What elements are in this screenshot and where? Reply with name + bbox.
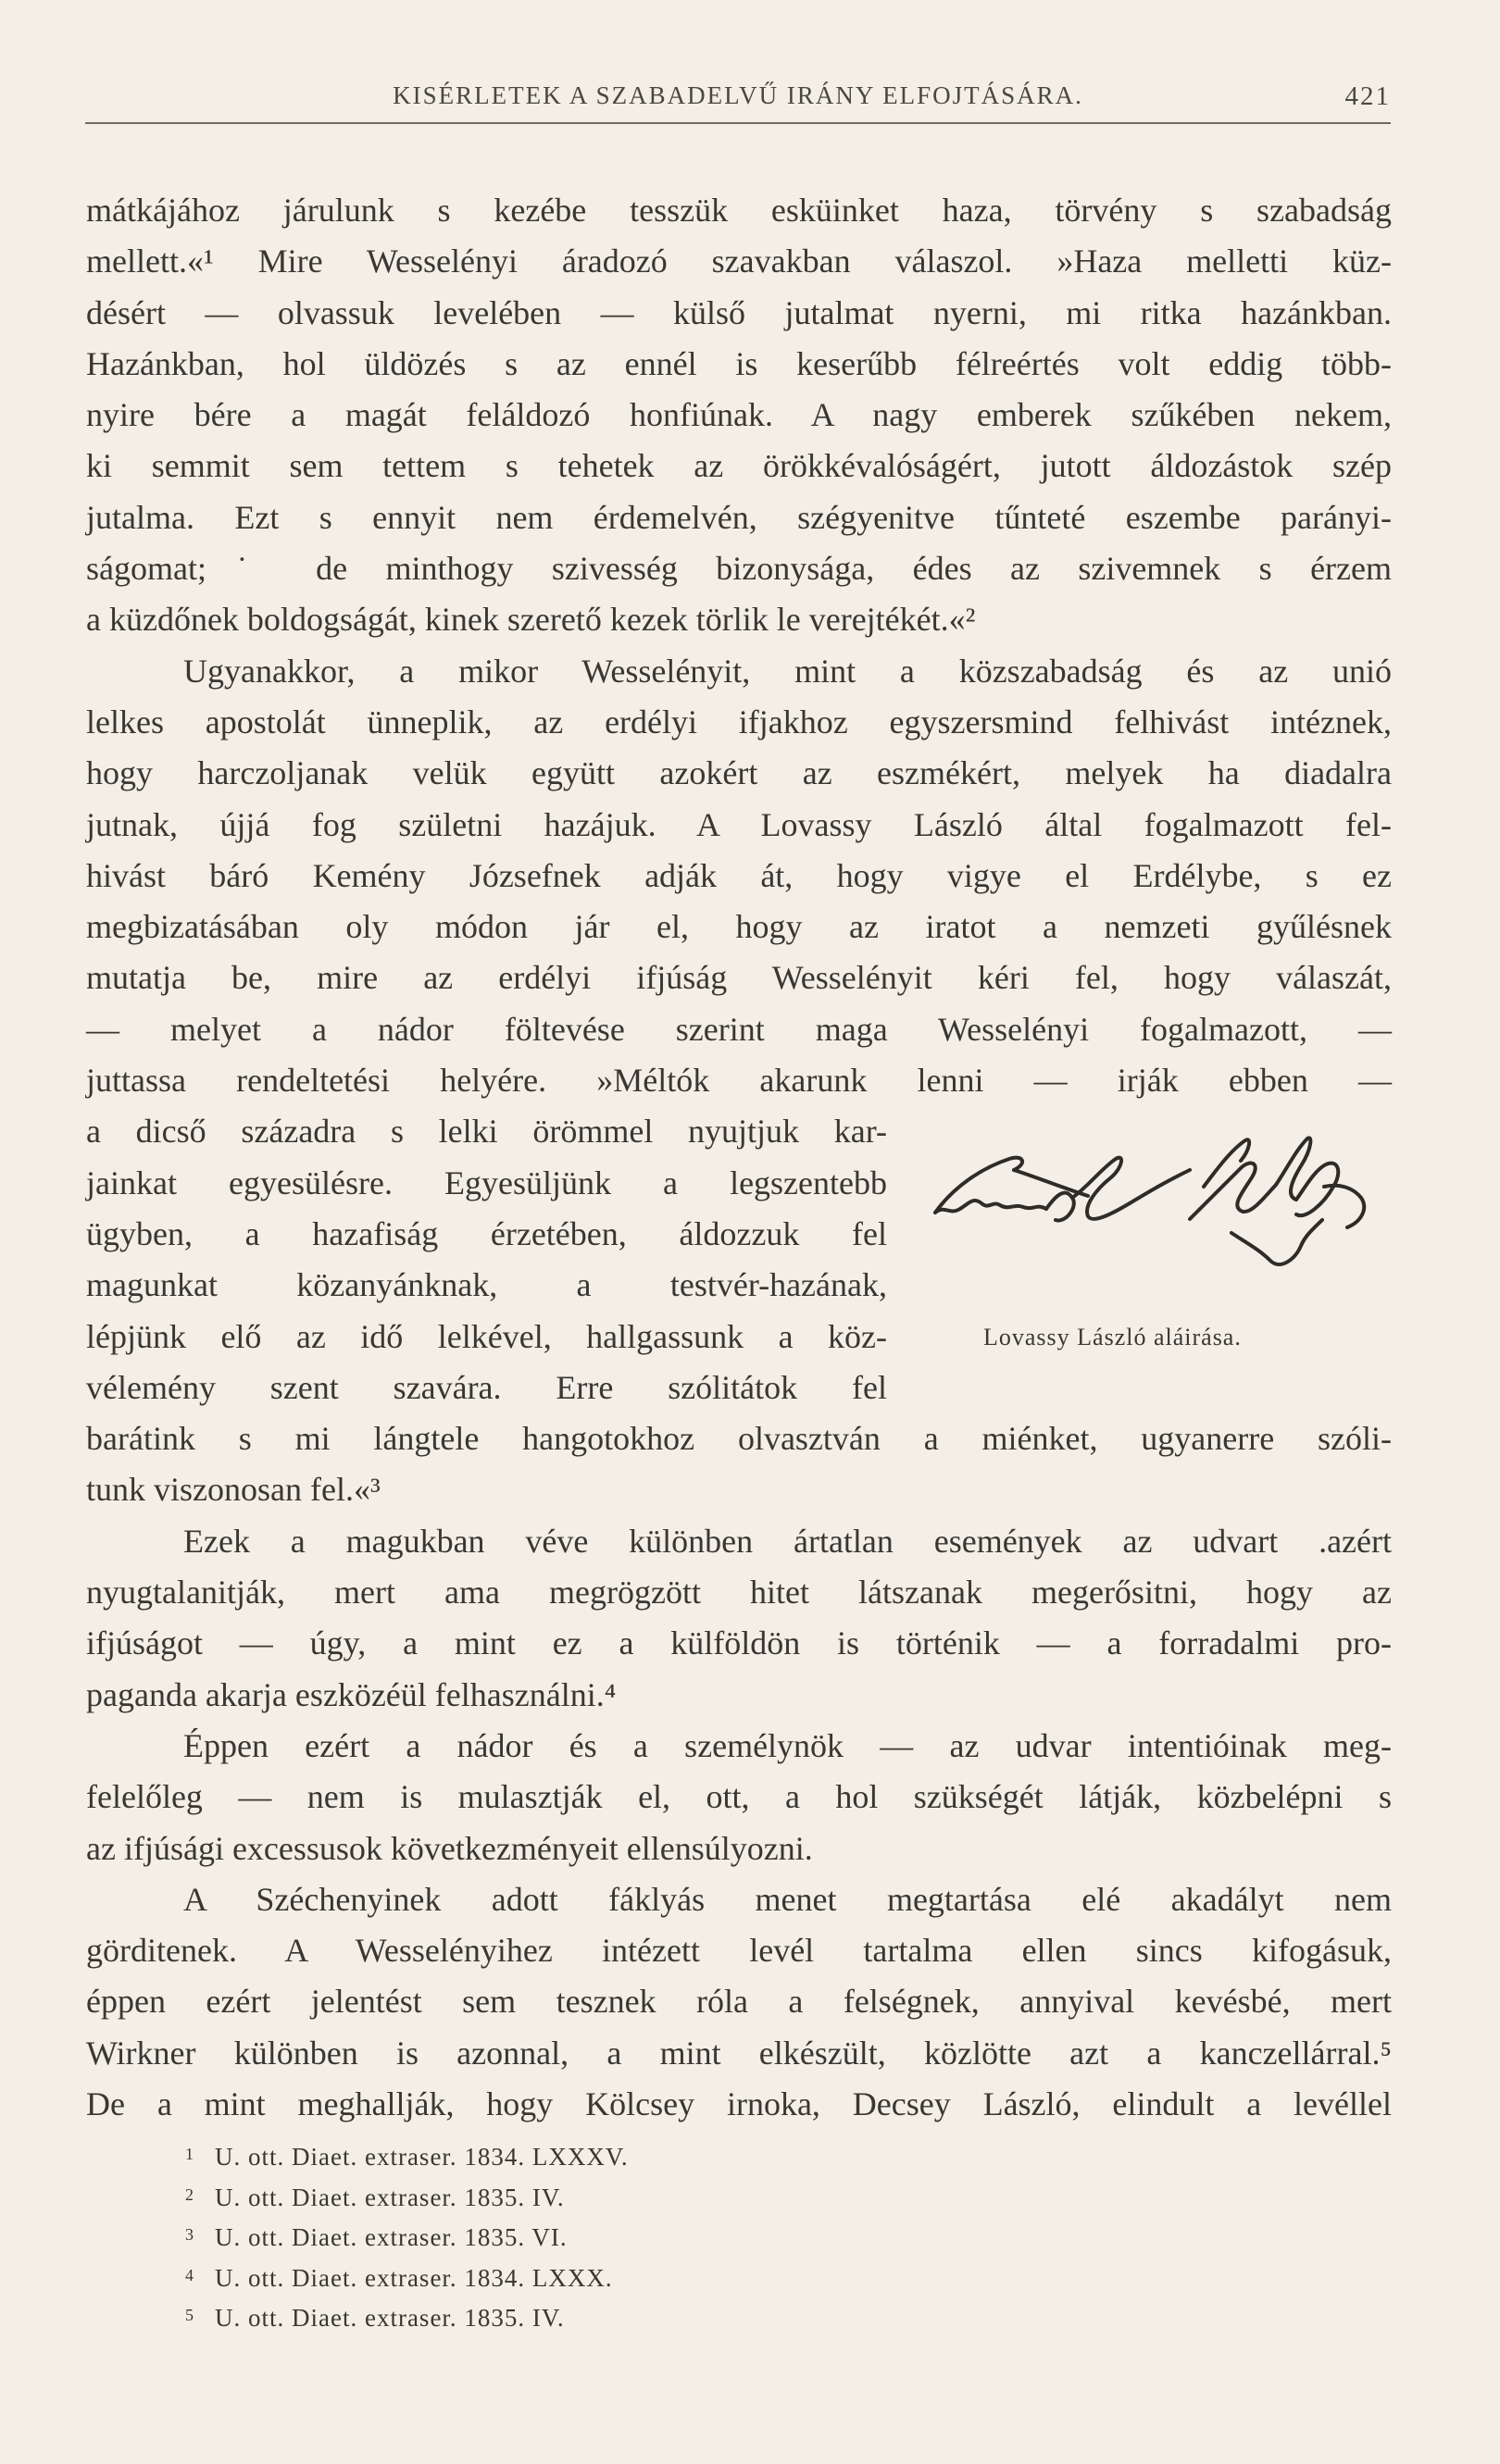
footnote — [185, 2296, 1019, 2336]
text-line: De a mint meghallják, hogy Kölcsey irnoka, Decsey László, elindult a levéllel — [86, 2084, 1392, 2122]
text-line: hivást báró Kemény Józsefnek adják át, hogy vigye el Erdélybe, s ez — [86, 856, 1392, 894]
text-line: Hazánkban, hol üldözés s az ennél is keserűbb félreértés volt eddig több- — [86, 344, 1392, 382]
footnote-text: U. ott. Diaet. extraser. 1834. LXXX. — [215, 2263, 613, 2292]
text-line: mellett.«¹ Mire Wesselényi áradozó szavakban válaszol. »Haza melletti küz- — [86, 243, 1392, 280]
running-title: KISÉRLETEK A SZABADELVŰ IRÁNY ELFOJTÁSÁRA. — [393, 81, 1083, 109]
text-line: nyire bére a magát feláldozó honfiúnak. A nagy emberek szűkében nekem, — [86, 396, 1392, 434]
text-line: mátkájához járulunk s kezébe tesszük esküinket haza, törvény s szabadság — [86, 192, 1392, 229]
text-line: felelőleg — nem is mulasztják el, ott, a hol szükségét látják, közbelépni s — [86, 1778, 1392, 1816]
footnote-number: 4 — [185, 2265, 194, 2284]
signature-icon — [926, 1131, 1389, 1316]
page-number: 421 — [1344, 81, 1391, 111]
page-header — [85, 81, 1391, 124]
footnote — [185, 2134, 1019, 2175]
text-line: Wirkner különben is azonnal, a mint elkészült, közlötte azt a kanczellárral.⁵ — [86, 2034, 1392, 2072]
signature-caption: Lovassy László aláirása. — [983, 1324, 1242, 1350]
footnote-text: U. ott. Diaet. extraser. 1834. LXXXV. — [215, 2143, 629, 2171]
text-line: tunk viszonosan fel.«³ — [86, 1471, 381, 1509]
text-line: az ifjúsági excessusok következményeit ellensúlyozni. — [86, 1829, 813, 1867]
text-line: lelkes apostolát ünneplik, az erdélyi ifjakhoz egyszersmind felhivást intéznek, — [86, 703, 1392, 740]
footnote — [185, 2256, 1019, 2296]
text-line: vélemény szent szavára. Erre szólitátok fel — [86, 1368, 887, 1406]
text-line: Ugyanakkor, a mikor Wesselényit, mint a közszabadság és az unió — [183, 652, 1392, 690]
text-line: Éppen ezért a nádor és a személynök — az udvar intentióinak meg- — [183, 1726, 1392, 1764]
text-line: a küzdőnek boldogságát, kinek szerető kezek törlik le verejtékét.«² — [86, 601, 976, 639]
text-line: lépjünk elő az idő lelkével, hallgassunk a köz- — [86, 1317, 887, 1355]
text-line: jutalma. Ezt s ennyit nem érdemelvén, szégyenitve tűnteté eszembe parányi- — [86, 498, 1392, 536]
text-line: a dicső századra s lelki örömmel nyujtjuk kar- — [86, 1113, 887, 1151]
text-line: magunkat közanyánknak, a testvér-hazának, — [86, 1266, 887, 1304]
text-line: désért — olvassuk levelében — külső jutalmat nyerni, mi ritka hazánkban. — [86, 293, 1392, 331]
footnote-number: 2 — [185, 2184, 194, 2204]
footnotes — [185, 2134, 1019, 2336]
text-line: jutnak, újjá fog születni hazájuk. A Lovassy László által fogalmazott fel- — [86, 805, 1392, 843]
footnote — [185, 2175, 1019, 2216]
text-line: ki semmit sem tettem s tehetek az örökkévalóságért, jutott áldozástok szép — [86, 447, 1392, 485]
footnote — [185, 2215, 1019, 2256]
text-line: paganda akarja eszközéül felhasználni.⁴ — [86, 1675, 617, 1713]
footnote-number: 1 — [185, 2145, 194, 2163]
text-line: ifjúságot — úgy, a mint ez a külföldön is történik — a forradalmi pro- — [86, 1624, 1392, 1662]
text-line: görditenek. A Wesselényihez intézett levél tartalma ellen sincs kifogásuk, — [86, 1932, 1392, 1970]
text-line: ügyben, a hazafiság érzetében, áldozzuk fel — [86, 1214, 887, 1252]
text-line: megbizatásában oly módon jár el, hogy az iratot a nemzeti gyűlésnek — [86, 908, 1392, 946]
text-line: Ezek a magukban véve különben ártatlan események az udvart .azért — [183, 1522, 1392, 1560]
footnote-number: 5 — [185, 2306, 194, 2324]
text-line: nyugtalanitják, mert ama megrögzött hitet látszanak megerősitni, hogy az — [86, 1574, 1392, 1612]
text-line: mutatja be, mire az erdélyi ifjúság Wesselényit kéri fel, hogy válaszát, — [86, 959, 1392, 997]
text-line: jainkat egyesülésre. Egyesüljünk a legszentebb — [86, 1164, 887, 1201]
text-line: éppen ezért jelentést sem tesznek róla a felségnek, annyival kevésbé, mert — [86, 1983, 1392, 2021]
text-line: barátink s mi lángtele hangotokhoz olvasztván a miénket, ugyanerre szóli- — [86, 1420, 1392, 1458]
signature-figure — [926, 1131, 1389, 1363]
footnote-text: U. ott. Diaet. extraser. 1835. IV. — [215, 2304, 565, 2332]
text-line: ságomat;˙ de minthogy szivesség bizonysága, édes az szivemnek s érzem — [86, 550, 1392, 588]
text-line: hogy harczoljanak velük együtt azokért az eszmékért, melyek ha diadalra — [86, 754, 1392, 792]
text-line: — melyet a nádor föltevése szerint maga Wesselényi fogalmazott, — — [86, 1010, 1392, 1048]
text-line: A Széchenyinek adott fáklyás menet megtartása elé akadályt nem — [183, 1880, 1392, 1918]
footnote-text: U. ott. Diaet. extraser. 1835. IV. — [215, 2183, 565, 2211]
footnote-text: U. ott. Diaet. extraser. 1835. VI. — [215, 2223, 568, 2251]
footnote-number: 3 — [185, 2225, 194, 2244]
text-line: juttassa rendeltetési helyére. »Méltók akarunk lenni — irják ebben — — [86, 1062, 1392, 1100]
